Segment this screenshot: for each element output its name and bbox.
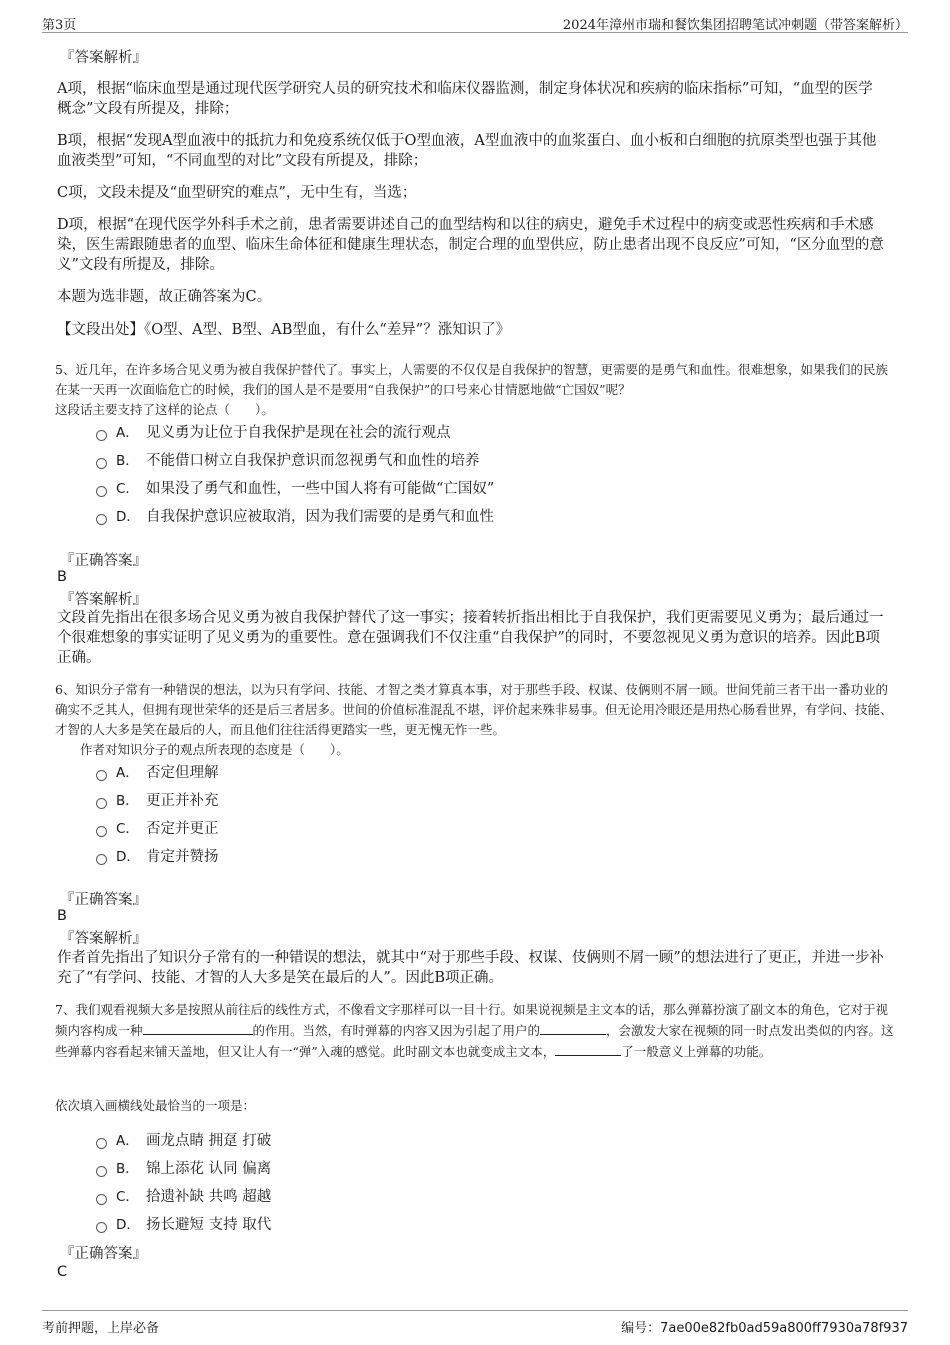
radio-icon[interactable] bbox=[96, 1194, 107, 1205]
q6-analysis-label: 『答案解析』 bbox=[60, 931, 147, 947]
q4-para-a: A项，根据“临床血型是通过现代医学研究人员的研究技术和临床仪器监测，制定身体状况和疾病的临床指标”可知，“血型的医学概念”文段有所提及，排除； bbox=[57, 81, 873, 117]
q6-option-b[interactable]: B． 更正并补充 bbox=[96, 791, 219, 811]
fill-blank-3[interactable] bbox=[555, 1041, 621, 1056]
fill-blank-2[interactable] bbox=[540, 1020, 606, 1035]
q5-answer-label: 『正确答案』 bbox=[60, 553, 147, 569]
radio-icon[interactable] bbox=[96, 514, 107, 525]
q7-answer-label: 『正确答案』 bbox=[60, 1246, 147, 1262]
q5-analysis: 文段首先指出在很多场合见义勇为被自我保护替代了这一事实；接着转折指出相比于自我保护，我们更需要见义勇为；最后通过一个很难想象的事实证明了见义勇为的重要性。意在强调我们不仅注重“自我保护”的同时，不要忽视见义勇为意识的培养。因此B项正确。 bbox=[57, 610, 884, 666]
radio-icon[interactable] bbox=[96, 458, 107, 469]
document-title: 2024年漳州市瑞和餐饮集团招聘笔试冲刺题（带答案解析） bbox=[562, 18, 908, 33]
q5-answer: B bbox=[57, 569, 67, 585]
q5-question: 这段话主要支持了这样的论点（ ）。 bbox=[55, 402, 274, 417]
radio-icon[interactable] bbox=[96, 430, 107, 441]
radio-icon[interactable] bbox=[96, 1222, 107, 1233]
page-header bbox=[42, 12, 908, 33]
radio-icon[interactable] bbox=[96, 854, 107, 865]
q6-option-d[interactable]: D． 肯定并赞扬 bbox=[96, 847, 219, 867]
radio-icon[interactable] bbox=[96, 770, 107, 781]
radio-icon[interactable] bbox=[96, 486, 107, 497]
q7-option-b[interactable]: B． 锦上添花 认同 偏离 bbox=[96, 1159, 271, 1179]
q5-option-b[interactable]: B． 不能借口树立自我保护意识而忽视勇气和血性的培养 bbox=[96, 451, 480, 471]
q6-option-c[interactable]: C． 否定并更正 bbox=[96, 819, 219, 839]
q6-stem: 6、知识分子常有一种错误的想法，以为只有学问、技能、才智之类才算真本事，对于那些手段、权谋、伎俩则不屑一顾。世间凭前三者干出一番功业的确实不乏其人，但拥有现世荣华的还是后三者居多。世间的价值标准混乱不堪，评价起来殊非易事。但无论用冷眼还是用热心肠看世界，有学问、技能、才智的人大多是笑在最后的人，而且他们往往活得更踏实一些，更无愧无怍一些。 bbox=[55, 682, 893, 737]
radio-icon[interactable] bbox=[96, 1166, 107, 1177]
q4-para-c: C项，文段未提及“血型研究的难点”，无中生有，当选； bbox=[57, 185, 417, 201]
fill-blank-1[interactable] bbox=[143, 1020, 253, 1035]
q6-answer-label: 『正确答案』 bbox=[60, 892, 147, 908]
q7-option-d[interactable]: D． 扬长避短 支持 取代 bbox=[96, 1215, 271, 1235]
q7-option-a[interactable]: A． 画龙点睛 拥趸 打破 bbox=[96, 1131, 271, 1151]
q5-stem: 5、近几年，在许多场合见义勇为被自我保护替代了。事实上，人需要的不仅仅是自我保护的智慧，更需要的是勇气和血性。很难想象，如果我们的民族在某一天再一次面临危亡的时候，我们的国人是不是要用“自我保护”的口号来心甘情愿地做“亡国奴”呢？ bbox=[55, 362, 888, 397]
q6-option-a[interactable]: A． 否定但理解 bbox=[96, 763, 219, 783]
q7-answer: C bbox=[57, 1264, 68, 1280]
q6-analysis: 作者首先指出了知识分子常有的一种错误的想法，就其中“对于那些手段、权谋、伎俩则不屑一顾”的想法进行了更正，并进一步补充了“有学问、技能、才智的人大多是笑在最后的人”。因此B项正确。 bbox=[57, 950, 884, 986]
q4-source: 【文段出处】《O型、A型、B型、AB型血，有什么“差异”？涨知识了》 bbox=[57, 322, 511, 338]
q4-conclusion: 本题为选非题，故正确答案为C。 bbox=[57, 289, 272, 305]
page-number: 第3页 bbox=[42, 18, 77, 33]
q5-option-d[interactable]: D． 自我保护意识应被取消，因为我们需要的是勇气和血性 bbox=[96, 507, 494, 527]
footer-slogan: 考前押题，上岸必备 bbox=[42, 1321, 160, 1336]
q6-answer: B bbox=[57, 908, 67, 924]
radio-icon[interactable] bbox=[96, 798, 107, 809]
radio-icon[interactable] bbox=[96, 1138, 107, 1149]
q6-question: 作者对知识分子的观点所表现的态度是（ ）。 bbox=[80, 742, 349, 757]
q7-question: 依次填入画横线处最恰当的一项是： bbox=[55, 1098, 256, 1113]
radio-icon[interactable] bbox=[96, 826, 107, 837]
q4-analysis-label: 『答案解析』 bbox=[60, 50, 147, 66]
q5-option-a[interactable]: A． 见义勇为让位于自我保护是现在社会的流行观点 bbox=[96, 423, 451, 443]
q5-analysis-label: 『答案解析』 bbox=[60, 592, 147, 608]
q5-option-c[interactable]: C． 如果没了勇气和血性，一些中国人将有可能做“亡国奴” bbox=[96, 479, 494, 499]
document-id: 编号：7ae00e82fb0ad59a800ff7930a78f937 bbox=[621, 1321, 908, 1336]
q7-option-c[interactable]: C． 拾遗补缺 共鸣 超越 bbox=[96, 1187, 271, 1207]
q7-stem: 7、我们观看视频大多是按照从前往后的线性方式，不像看文字那样可以一目十行。如果说视频是主文本的话，那么弹幕扮演了副文本的角色，它对于视频内容构成一种 的作用。当然，有时弹幕的内容又因为引起了用户的 ，会激发大家在视频的同一时点发出类似的内容。这些弹幕内容看起来铺天盖地，但又让人有一“弹”入魂的感觉。此时副文本也就变成主文本， 了一般意义上弹幕的功能。 bbox=[55, 1002, 894, 1059]
q4-para-b: B项，根据“发现A型血液中的抵抗力和免疫系统仅低于O型血液，A型血液中的血浆蛋白、血小板和白细胞的抗原类型也强于其他血液类型”可知，“不同血型的对比”文段有所提及，排除； bbox=[57, 133, 877, 169]
page-footer bbox=[42, 1310, 908, 1335]
q4-para-d: D项，根据“在现代医学外科手术之前，患者需要讲述自己的血型结构和以往的病史，避免手术过程中的病变或恶性疾病和手术感染，医生需跟随患者的血型、临床生命体征和健康生理状态，制定合理的血型供应，防止患者出现不良反应”可知，“区分血型的意义”文段有所提及，排除。 bbox=[57, 217, 884, 273]
